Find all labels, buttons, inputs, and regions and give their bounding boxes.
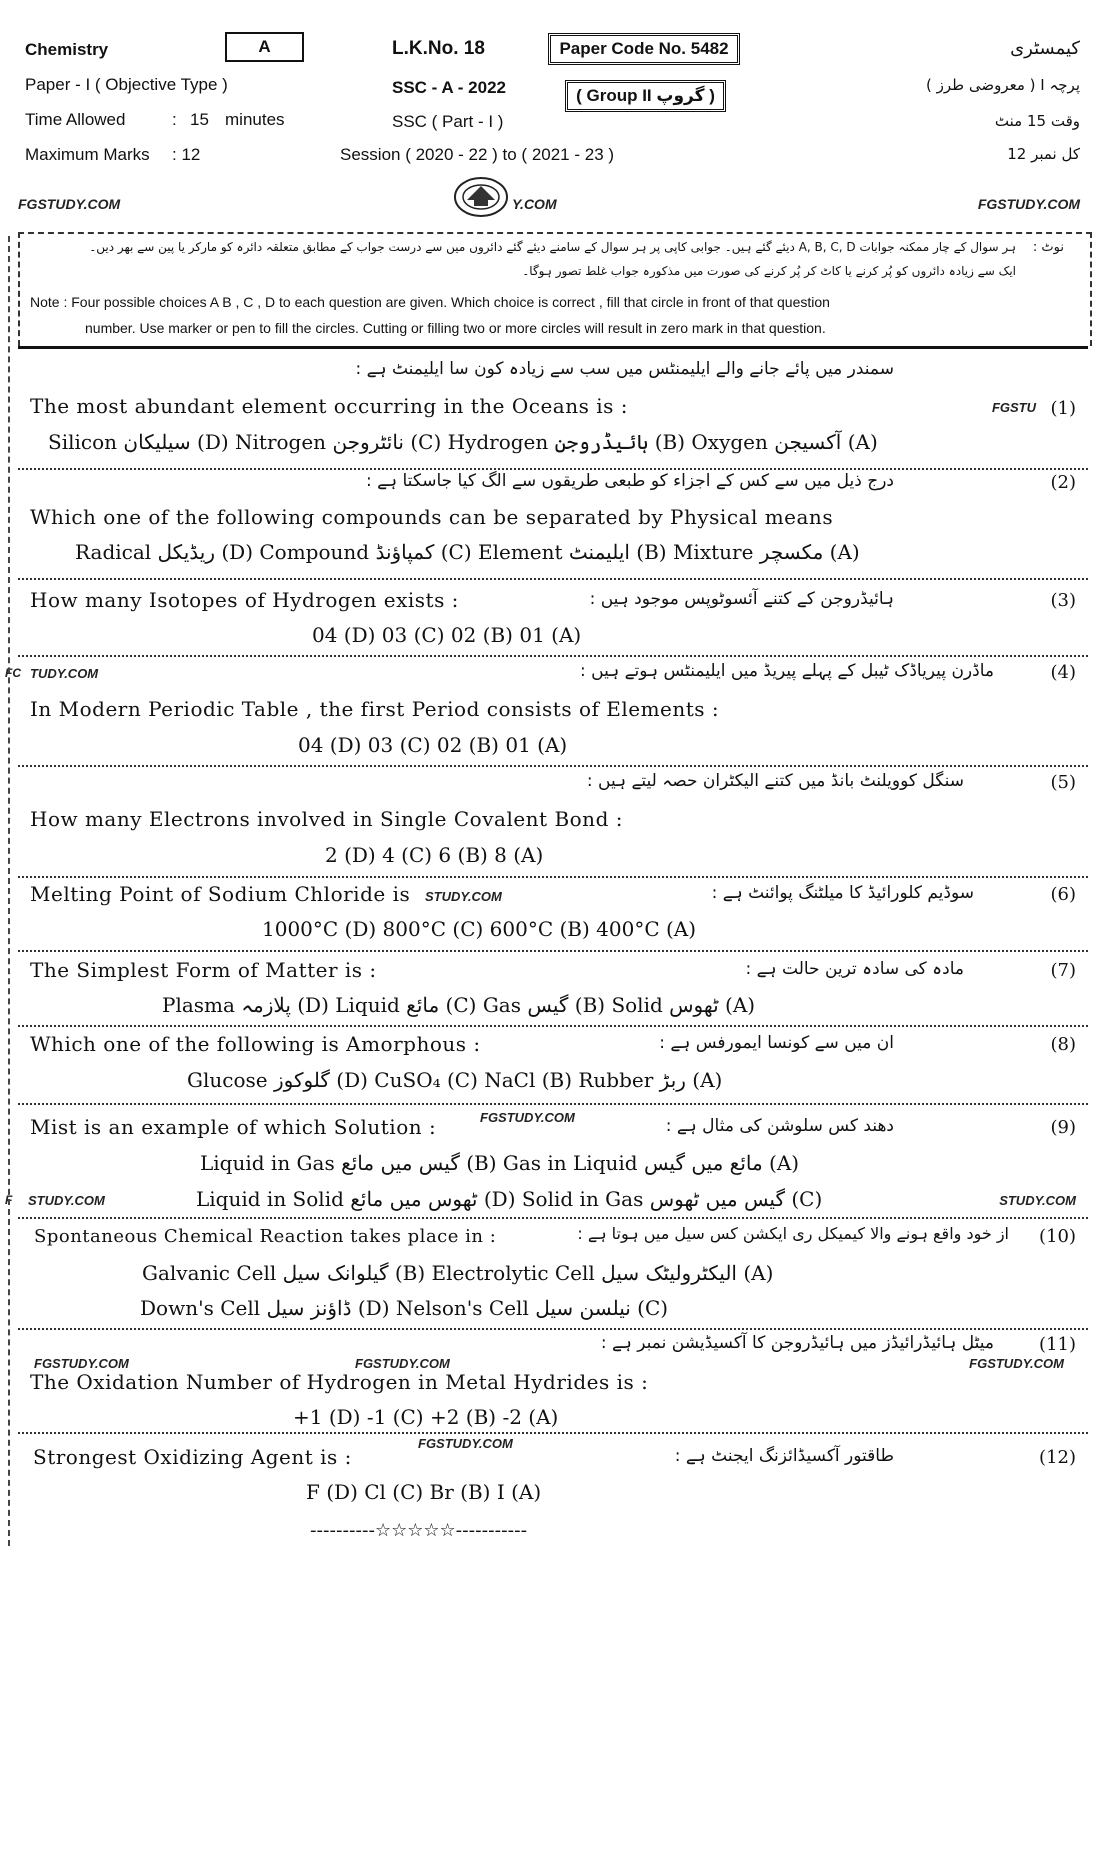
board-logo (452, 176, 510, 218)
divider (18, 765, 1088, 767)
watermark-q4-left: TUDY.COM (30, 666, 99, 681)
watermark-q9-right: STUDY.COM (999, 1193, 1076, 1208)
q11-options: +1 (D) -1 (C) +2 (B) -2 (A) (293, 1405, 559, 1429)
q12-ur: طاقتور آکسیڈائزنگ ایجنٹ ہے : (674, 1446, 894, 1466)
end-of-paper-mark: ----------☆☆☆☆☆----------- (310, 1520, 528, 1541)
q9-ur: دھند کس سلوشن کی مثال ہے : (665, 1116, 894, 1136)
note-ur-label: نوٹ : (1032, 240, 1064, 255)
q6-options: 1000°C (D) 800°C (C) 600°C (B) 400°C (A) (262, 917, 697, 941)
q2-en: Which one of the following compounds can be separated by Physical means (30, 505, 834, 529)
version-box: A (225, 32, 304, 62)
q6-number: (6) (1050, 884, 1076, 905)
note-ur-text: ہر سوال کے چار ممکنہ جوابات A, B, C, D دیئے گئے ہیں۔ جوابی کاپی پر ہر سوال کے سامنے دیئے گئے دائروں میں سے درست جواب کے مطابق متعلقہ دائرہ کو مارکر یا پین سے بھر دیں۔ (89, 240, 1016, 254)
time-value: 15 (190, 110, 209, 129)
q3-en: How many Isotopes of Hydrogen exists : (30, 588, 459, 612)
time-label: Time Allowed (25, 110, 126, 129)
divider (18, 1432, 1088, 1434)
q11-en: The Oxidation Number of Hydrogen in Metal Hydrides is : (30, 1370, 649, 1394)
watermark-q11-right: FGSTUDY.COM (969, 1356, 1064, 1371)
q6-ur: سوڈیم کلورائیڈ کا میلٹنگ پوائنٹ ہے : (711, 883, 974, 903)
subject-en: Chemistry (25, 40, 109, 59)
divider (18, 1328, 1088, 1330)
q12-number: (12) (1039, 1447, 1076, 1468)
q4-ur: ماڈرن پیریاڈک ٹیبل کے پہلے پیریڈ میں ایلیمنٹس ہوتے ہیں : (580, 661, 994, 681)
marks-label: Maximum Marks (25, 145, 150, 164)
q9-options-row-1: Liquid in Gas گیس میں مائع (B) Gas in Liquid مائع میں گیس (A) (200, 1151, 800, 1175)
q7-ur: مادہ کی سادہ ترین حالت ہے : (745, 959, 964, 979)
watermark-right: FGSTUDY.COM (977, 196, 1080, 212)
watermark-center: Y.COM (512, 196, 557, 212)
q4-options: 04 (D) 03 (C) 02 (B) 01 (A) (298, 733, 568, 757)
q8-en: Which one of the following is Amorphous : (30, 1032, 481, 1056)
q1-options: Silicon سیلیکان (D) Nitrogen نائٹروجن (C) Hydrogen ہائیڈروجن (B) Oxygen آکسیجن (A) (48, 430, 878, 454)
q4-number: (4) (1050, 662, 1076, 683)
paper-en: Paper - I ( Objective Type ) (25, 75, 228, 94)
session: Session ( 2020 - 22 ) to ( 2021 - 23 ) (340, 145, 615, 164)
q2-ur: درج ذیل میں سے کس کے اجزاء کو طبعی طریقوں سے الگ کیا جاسکتا ہے : (366, 471, 894, 491)
q10-number: (10) (1039, 1226, 1076, 1247)
note-ur-text-2: ایک سے زیادہ دائروں کو پُر کرنے یا کاٹ کر پُر کرنے کی صورت میں مذکورہ جواب غلط تصور ہوگا۔ (522, 264, 1016, 278)
q11-number: (11) (1039, 1334, 1076, 1355)
q2-number: (2) (1050, 472, 1076, 493)
q10-options-row-2: Down's Cell ڈاؤنز سیل (D) Nelson's Cell نیلسن سیل (C) (140, 1296, 669, 1320)
watermark-f: F (5, 1193, 13, 1207)
time-ur: وقت 15 منٹ (994, 112, 1080, 130)
paper-ur: پرچہ I ( معروضی طرز ) (926, 76, 1080, 94)
q9-options-row-2: Liquid in Solid ٹھوس میں مائع (D) Solid in Gas گیس میں ٹھوس (C) (196, 1187, 823, 1211)
paper-code-box: Paper Code No. 5482 (548, 33, 740, 65)
q1-ur: سمندر میں پائے جانے والے ایلیمنٹس میں سب سے زیادہ کون سا ایلیمنٹ ہے : (355, 359, 894, 379)
note-bottom-rule (18, 346, 1088, 349)
left-margin-line (8, 236, 10, 1546)
exam-code: SSC - A - 2022 (392, 78, 507, 97)
watermark-q9-left: STUDY.COM (28, 1193, 105, 1208)
watermark-q11-center: FGSTUDY.COM (355, 1356, 450, 1371)
note-en-line-2: number. Use marker or pen to fill the circles. Cutting or filling two or more circles will result in zero mark in that question. (85, 320, 826, 336)
divider (18, 876, 1088, 878)
q5-ur: سنگل کوویلنٹ بانڈ میں کتنے الیکٹران حصہ لیتے ہیں : (586, 771, 964, 791)
divider (18, 655, 1088, 657)
watermark-fc-1: FC (5, 666, 21, 680)
watermark-q1: FGSTU (991, 400, 1036, 415)
q5-options: 2 (D) 4 (C) 6 (B) 8 (A) (325, 843, 544, 867)
watermark-q6: STUDY.COM (425, 889, 502, 904)
watermark-q12: FGSTUDY.COM (418, 1436, 513, 1451)
q2-options: Radical ریڈیکل (D) Compound کمپاؤنڈ (C) Element ایلیمنٹ (B) Mixture مکسچر (A) (75, 540, 860, 564)
q1-en: The most abundant element occurring in the Oceans is : (30, 394, 628, 418)
q12-en: Strongest Oxidizing Agent is : (33, 1445, 352, 1469)
q10-options-row-1: Galvanic Cell گیلوانک سیل (B) Electrolytic Cell الیکٹرولیٹک سیل (A) (142, 1261, 774, 1285)
marks-value: : 12 (172, 145, 201, 164)
q7-number: (7) (1050, 960, 1076, 981)
q8-options: Glucose گلوکوز (D) CuSO₄ (C) NaCl (B) Rubber ربڑ (A) (187, 1068, 723, 1092)
q4-en: In Modern Periodic Table , the first Period consists of Elements : (30, 697, 720, 721)
divider (18, 1217, 1088, 1219)
q1-number: (1) (1050, 398, 1076, 419)
watermark-q11-left: FGSTUDY.COM (34, 1356, 129, 1371)
q12-options: F (D) Cl (C) Br (B) I (A) (306, 1480, 542, 1504)
q7-options: Plasma پلازمہ (D) Liquid مائع (C) Gas گیس (B) Solid ٹھوس (A) (162, 993, 756, 1017)
lk-number: L.K.No. 18 (392, 38, 485, 59)
subject-ur: کیمسٹری (1010, 38, 1080, 59)
q9-en: Mist is an example of which Solution : (30, 1115, 437, 1139)
divider (18, 1103, 1088, 1105)
q3-options: 04 (D) 03 (C) 02 (B) 01 (A) (312, 623, 582, 647)
time-unit: minutes (225, 110, 285, 129)
q5-number: (5) (1050, 772, 1076, 793)
divider (18, 578, 1088, 580)
q3-number: (3) (1050, 590, 1076, 611)
q11-ur: میٹل ہائیڈرائیڈز میں ہائیڈروجن کا آکسیڈیشن نمبر ہے : (600, 1333, 994, 1353)
q5-en: How many Electrons involved in Single Covalent Bond : (30, 807, 623, 831)
divider (18, 950, 1088, 952)
q10-ur: از خود واقع ہونے والا کیمیکل ری ایکشن کس سیل میں ہوتا ہے : (577, 1224, 1009, 1243)
q10-en: Spontaneous Chemical Reaction takes place in : (34, 1226, 497, 1247)
watermark-q9: FGSTUDY.COM (480, 1110, 575, 1125)
q8-ur: ان میں سے کونسا ایمورفس ہے : (659, 1033, 894, 1053)
q9-number: (9) (1050, 1117, 1076, 1138)
note-en-line-1: Note : Four possible choices A B , C , D to each question are given. Which choice is correct , fill that circle in front of that question (30, 294, 830, 310)
divider (18, 1025, 1088, 1027)
q8-number: (8) (1050, 1034, 1076, 1055)
watermark-left: FGSTUDY.COM (18, 196, 121, 212)
exam-part: SSC ( Part - I ) (392, 112, 504, 131)
time-colon: : (172, 110, 177, 129)
q7-en: The Simplest Form of Matter is : (30, 958, 377, 982)
q3-ur: ہائیڈروجن کے کتنے آئسوٹوپس موجود ہیں : (589, 589, 894, 609)
marks-ur: کل نمبر 12 (1007, 145, 1080, 163)
group-box: ( Group II گروپ ) (565, 80, 726, 112)
q6-en: Melting Point of Sodium Chloride is (30, 882, 411, 906)
